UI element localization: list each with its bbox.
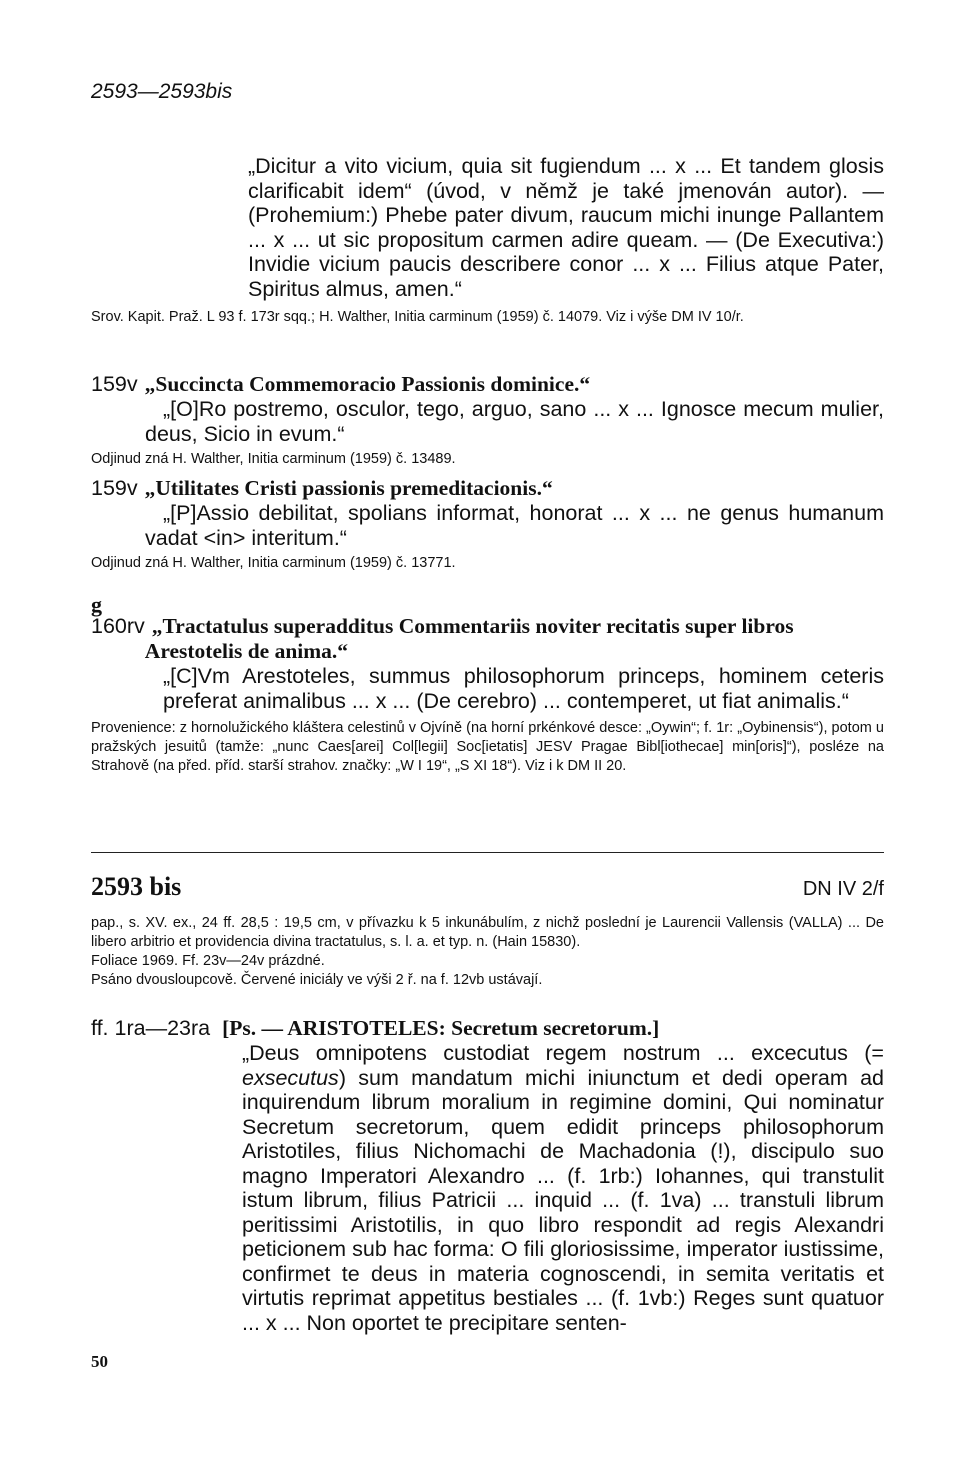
entry-title: [Ps. — ARISTOTELES: Secretum secretorum.] — [222, 1016, 660, 1040]
folio-label: 159v — [91, 372, 138, 396]
folio-label: 160rv — [91, 614, 145, 638]
entry-1ra-23ra — [91, 1016, 884, 1335]
entry-title: „Utilitates Cristi passionis premeditacionis.“ — [144, 476, 553, 500]
page-number: 50 — [91, 1352, 108, 1371]
note-text: Odjinud zná H. Walther, Initia carminum (1959) č. 13489. — [91, 451, 456, 467]
foliation-text: Foliace 1969. Ff. 23v—24v prázdné. — [91, 953, 325, 969]
provenance-note: Provenience: z hornolužického kláštera celestinů v Ojvíně (na horní prkénkové desce: „Oywin“; f. 1r: „Oybinensis“), potom u pražských jesuitů (tamže: „nunc Caes[arei] Col[legii] Soc[ietatis] JESV Pragae Bibl[iothecae] min[oris]“), posléze na Strahově (na před. příd. starší strahov. značky: „W I 19“, „S XI 18“). Viz i k DM II 20. — [91, 720, 884, 774]
description-text: pap., s. XV. ex., 24 ff. 28,5 : 19,5 cm, v přívazku k 5 inkunábulím, z nichž poslední je Laurencii Vallensis (VALLA) ... De libero arbitrio et providencia divina tractatulus, s. l. a. et typ. n. (Hain 15830). — [91, 915, 884, 950]
entry-159v-b — [91, 476, 884, 573]
incipit-text: „[P]Assio debilitat, spolians informat, honorat ... x ... ne genus humanum vadat <in> interitum.“ — [145, 501, 884, 550]
entry-160rv — [91, 614, 884, 776]
folio-label: ff. 1ra—23ra — [91, 1016, 211, 1040]
section-mark: g — [91, 592, 102, 617]
incipit-text: „Dicitur a vito vicium, quia sit fugiendum ... x ... Et tandem glosis clarificabit idem“ (úvod, v němž je také jmenován autor). — (Prohemium:) Phebe pater divum, raucum michi inunge Pallantem ... x ... ut sic propositum carmen adire queam. — (De Executiva:) Invidie vicium paucis describere conor ... x ... Filius atque Pater, Spiritus almus, amen.“ — [248, 154, 884, 301]
incipit-text: „[O]Ro postremo, osculor, tego, arguo, sano ... x ... Ignosce mecum mulier, deus, Sicio in evum.“ — [145, 397, 884, 446]
physical-description — [91, 914, 884, 990]
note-text: Srov. Kapit. Praž. L 93 f. 173r sqq.; H. Walther, Initia carminum (1959) č. 14079. Viz i výše DM IV 10/r. — [91, 309, 744, 325]
incipit-text: „[C]Vm Arestoteles, summus philosophorum princeps, hominem ceteris preferat animalibus ... x ... (De cerebro) ... contemperet, ut fiat animalis.“ — [163, 664, 884, 713]
shelfmark: DN IV 2/f — [802, 878, 884, 900]
section-divider — [91, 852, 884, 853]
entry-continued — [91, 154, 884, 327]
record-title: 2593 bis — [91, 872, 182, 901]
folio-label: 159v — [91, 476, 138, 500]
incipit-emphasis: exsecutus — [242, 1065, 339, 1090]
incipit-part: ) sum mandatum michi iniunctum et dedi operam ad inquirendum librum moralium in regimine domini, Qui nominatur Secretum secretorum, quem edidit princeps philosophorum Aristotiles, filius Nichomachi de Machadonia (!), discipulo suo magno Imperatori Alexandro ... (f. 1rb:) Iohannes, qui transtulit istum librum, filius Patricii ... inquid ... (f. 1va) ... transtuli librum peritissimi Aristotilis, in quo libro respondit ad regis Alexandri peticionem sub hac forma: O fili gloriosissime, imperator iustissime, confirmet te deus in materia cognoscendi, in semita veritatis et virtutis reprimat appetitus bestiales ... (f. 1vb:) Reges sunt quatuor ... x ... Non oportet te precipitare senten- — [242, 1065, 884, 1335]
entry-159v-a — [91, 372, 884, 469]
running-header: 2593—2593bis — [91, 80, 233, 103]
entry-title: „Tractatulus superadditus Commentariis noviter recitatis super libros Arestotelis de anima.“ — [144, 614, 794, 663]
note-text: Odjinud zná H. Walther, Initia carminum (1959) č. 13771. — [91, 555, 456, 571]
entry-title: „Succincta Commemoracio Passionis dominice.“ — [144, 372, 591, 396]
script-text: Psáno dvousloupcově. Červené iniciály ve výši 2 ř. na f. 12vb ustávají. — [91, 972, 543, 988]
incipit-text — [242, 1041, 884, 1335]
incipit-part: „Deus omnipotens custodiat regem nostrum ... excecutus (= — [242, 1041, 884, 1065]
